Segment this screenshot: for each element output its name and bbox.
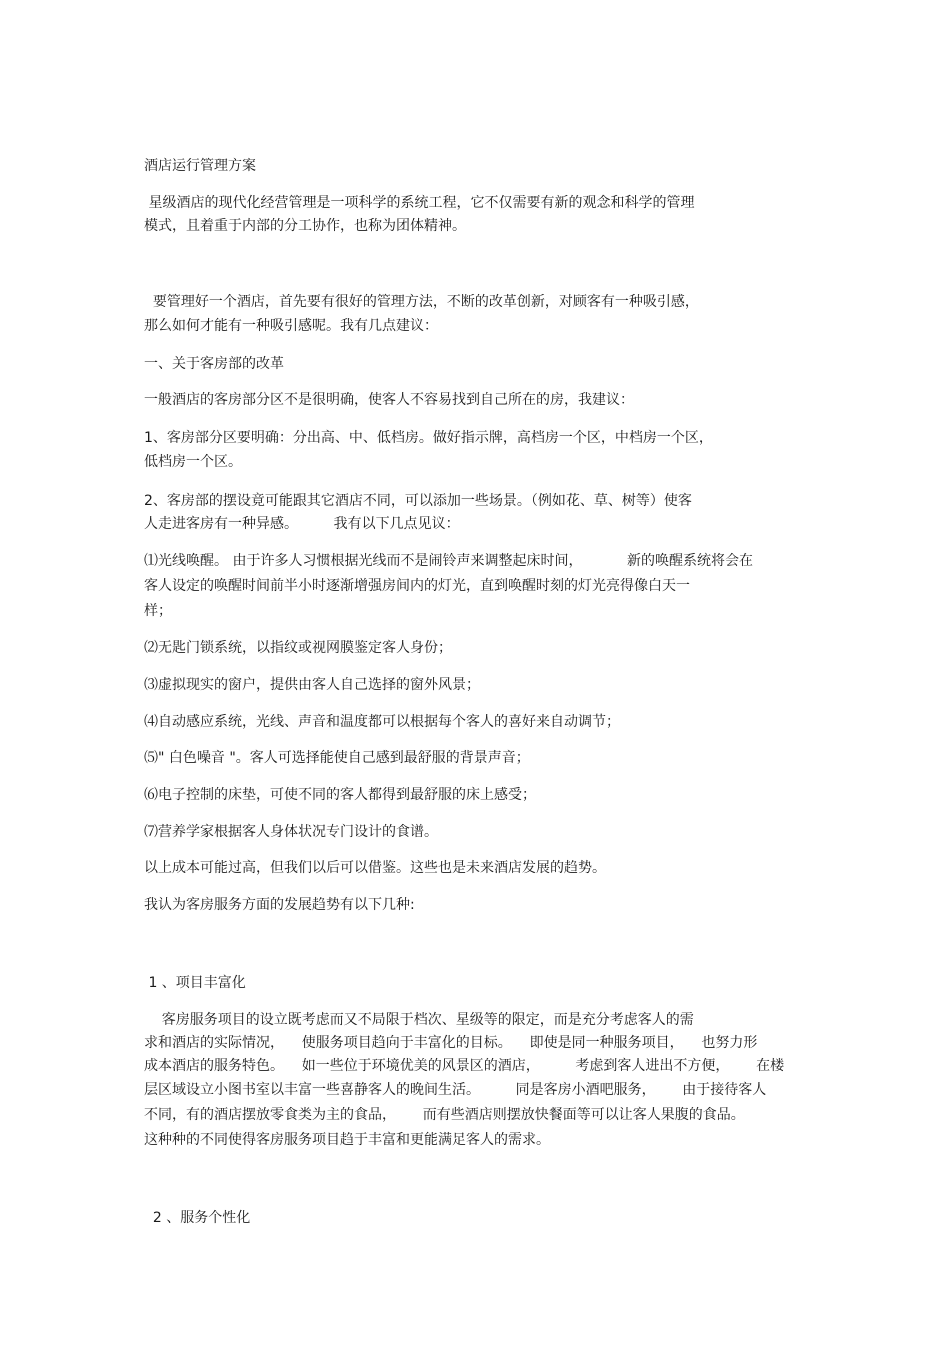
sub-item: 样； xyxy=(144,603,172,619)
paragraph-line: 要管理好一个酒店，首先要有很好的管理方法，不断的改革创新，对顾客有一种吸引感， xyxy=(144,294,699,310)
subsection-heading: 2 、服务个性化 xyxy=(144,1210,251,1226)
paragraph-line: 一般酒店的客房部分区不是很明确，使客人不容易找到自己所在的房，我建议： xyxy=(144,392,634,408)
document-title: 酒店运行管理方案 xyxy=(144,158,256,174)
paragraph-line: 模式，且着重于内部的分工协作，也称为团体精神。 xyxy=(144,218,466,234)
subsection-heading: 1 、项目丰富化 xyxy=(144,975,246,991)
sub-item: ⑹电子控制的床垫，可使不同的客人都得到最舒服的床上感受； xyxy=(144,787,536,803)
paragraph-line: 成本酒店的服务特色。 如一些位于环境优美的风景区的酒店， 考虑到客人进出不方便， 在楼 xyxy=(144,1058,785,1074)
sub-item: ⑴光线唤醒。 由于许多人习惯根据光线而不是闹铃声来调整起床时间， 新的唤醒系统将会在 xyxy=(144,553,753,569)
paragraph-line: 星级酒店的现代化经营管理是一项科学的系统工程，它不仅需要有新的观念和科学的管理 xyxy=(144,195,695,211)
paragraph-line: 那么如何才能有一种吸引感呢。我有几点建议： xyxy=(144,318,438,334)
sub-item: ⑶虚拟现实的窗户，提供由客人自己选择的窗外风景； xyxy=(144,677,480,693)
sub-item: ⑺营养学家根据客人身体状况专门设计的食谱。 xyxy=(144,824,438,840)
section-heading: 一、关于客房部的改革 xyxy=(144,356,284,372)
paragraph-line: 这种种的不同使得客房服务项目趋于丰富和更能满足客人的需求。 xyxy=(144,1132,550,1148)
sub-item: ⑷自动感应系统，光线、声音和温度都可以根据每个客人的喜好来自动调节； xyxy=(144,714,620,730)
paragraph-line: 客房服务项目的设立既考虑而又不局限于档次、星级等的限定，而是充分考虑客人的需 xyxy=(144,1012,694,1028)
list-item: 2、客房部的摆设竟可能跟其它酒店不同，可以添加一些场景。（例如花、草、树等）使客 xyxy=(144,493,692,509)
paragraph-line: 以上成本可能过高，但我们以后可以借鉴。这些也是未来酒店发展的趋势。 xyxy=(144,860,606,876)
paragraph-line: 我认为客房服务方面的发展趋势有以下几种: xyxy=(144,897,415,913)
paragraph-line: 不同，有的酒店摆放零食类为主的食品， 而有些酒店则摆放快餐面等可以让客人果腹的食品。 xyxy=(144,1107,745,1123)
list-item: 低档房一个区。 xyxy=(144,454,242,470)
paragraph-line: 求和酒店的实际情况， 使服务项目趋向于丰富化的目标。 即使是同一种服务项目， 也努力形 xyxy=(144,1035,758,1051)
list-item: 1、客房部分区要明确：分出高、中、低档房。做好指示牌，高档房一个区，中档房一个区， xyxy=(144,430,713,446)
list-item: 人走进客房有一种异感。 我有以下几点见议： xyxy=(144,516,460,532)
paragraph-line: 层区域设立小图书室以丰富一些喜静客人的晚间生活。 同是客房小酒吧服务， 由于接待客人 xyxy=(144,1082,767,1098)
sub-item: ⑵无匙门锁系统，以指纹或视网膜鉴定客人身份； xyxy=(144,640,452,656)
sub-item: ⑸" 白色噪音 "。客人可选择能使自己感到最舒服的背景声音； xyxy=(144,750,530,766)
sub-item: 客人设定的唤醒时间前半小时逐渐增强房间内的灯光，直到唤醒时刻的灯光亮得像白天一 xyxy=(144,578,690,594)
